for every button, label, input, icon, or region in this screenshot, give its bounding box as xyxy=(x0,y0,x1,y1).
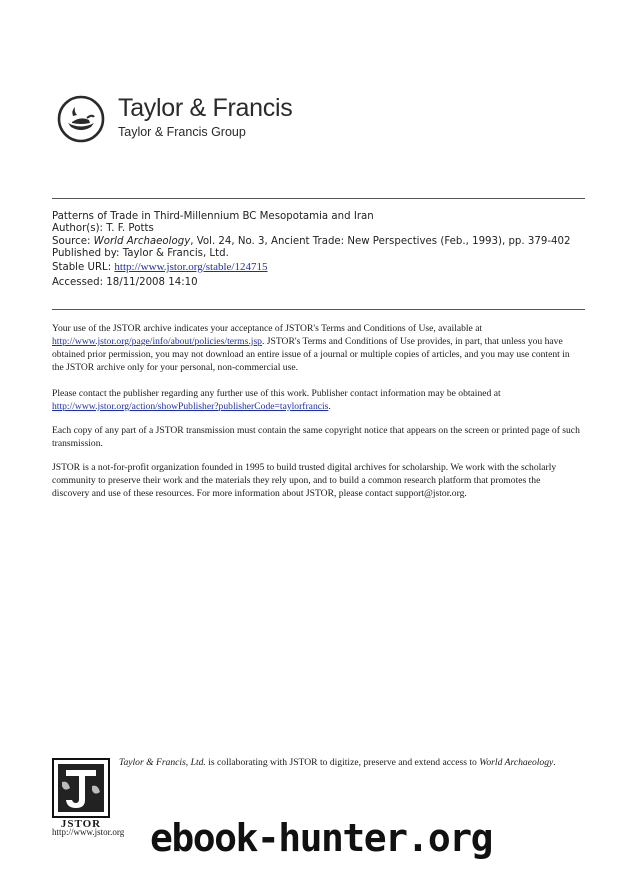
accessed-label: Accessed: xyxy=(52,277,104,289)
authors-value: T. F. Potts xyxy=(106,223,154,235)
publisher-line xyxy=(52,248,582,260)
citation-block xyxy=(52,211,582,289)
article-title: Patterns of Trade in Third-Millennium BC Mesopotamia and Iran xyxy=(52,211,374,222)
divider-bottom xyxy=(52,309,585,310)
watermark: ebook-hunter.org xyxy=(150,816,493,860)
copyright-paragraph: Each copy of any part of a JSTOR transmission must contain the same copyright notice that appears on the screen or printed page of such transmission. xyxy=(52,425,580,449)
jstor-url[interactable]: http://www.jstor.org xyxy=(52,827,125,837)
publisher-value: Taylor & Francis, Ltd. xyxy=(122,248,229,260)
publisher-name: Taylor & Francis xyxy=(118,94,293,122)
terms-link[interactable]: http://www.jstor.org/page/info/about/policies/terms.jsp xyxy=(52,336,262,347)
accessed-line xyxy=(52,277,582,289)
contact-text: Please contact the publisher regarding any further use of this work. Publisher contact information may be obtained at xyxy=(52,388,501,399)
jstor-logo-text: JSTOR xyxy=(60,818,102,830)
published-label: Published by: xyxy=(52,248,120,260)
source-details: , Vol. 24, No. 3, Ancient Trade: New Perspectives (Feb., 1993), pp. 379-402 xyxy=(190,235,571,247)
source-label: Source: xyxy=(52,235,91,247)
jstor-about-paragraph: JSTOR is a not-for-profit organization founded in 1995 to build trusted digital archives for scholarship. We work with the scholarly community to preserve their work and the materials they rely upon, and to build a common research platform that promotes the discovery and use of these resources. For more information about JSTOR, please contact support@jstor.org. xyxy=(52,462,557,499)
terms-text-b: . JSTOR's Terms and Conditions of Use provides, in part, that unless you have obtained prior permission, you may not download an entire issue of a journal or multiple copies of articles, and you may use content in the JSTOR archive only for your personal, non-commercial use. xyxy=(52,336,570,373)
stable-url-label: Stable URL: xyxy=(52,261,112,273)
publisher-group: Taylor & Francis Group xyxy=(118,125,246,139)
publisher-contact-paragraph xyxy=(52,387,580,413)
publisher-logo xyxy=(56,94,296,154)
stable-url-link[interactable]: http://www.jstor.org/stable/124715 xyxy=(114,260,268,273)
contact-text-end: . xyxy=(328,401,331,412)
accessed-value: 18/11/2008 14:10 xyxy=(106,277,198,289)
collaboration-note xyxy=(119,757,559,768)
collab-text: is collaborating with JSTOR to digitize, preserve and extend access to xyxy=(205,757,480,768)
authors-label: Author(s): xyxy=(52,223,103,235)
stable-url-line xyxy=(52,261,582,274)
collab-end: . xyxy=(553,757,556,768)
terms-paragraph xyxy=(52,322,580,374)
collab-publisher: Taylor & Francis, Ltd. xyxy=(119,757,206,768)
publisher-contact-link[interactable]: http://www.jstor.org/action/showPublisher?publisherCode=taylorfrancis xyxy=(52,401,329,412)
authors-line xyxy=(52,223,582,235)
source-line xyxy=(52,236,582,248)
divider-top xyxy=(52,198,585,199)
taylor-francis-lamp-icon xyxy=(56,94,106,144)
collab-journal: World Archaeology xyxy=(479,757,554,768)
journal-name: World Archaeology xyxy=(93,235,191,247)
terms-text-a: Your use of the JSTOR archive indicates your acceptance of JSTOR's Terms and Conditions of Use, available at xyxy=(52,323,483,334)
